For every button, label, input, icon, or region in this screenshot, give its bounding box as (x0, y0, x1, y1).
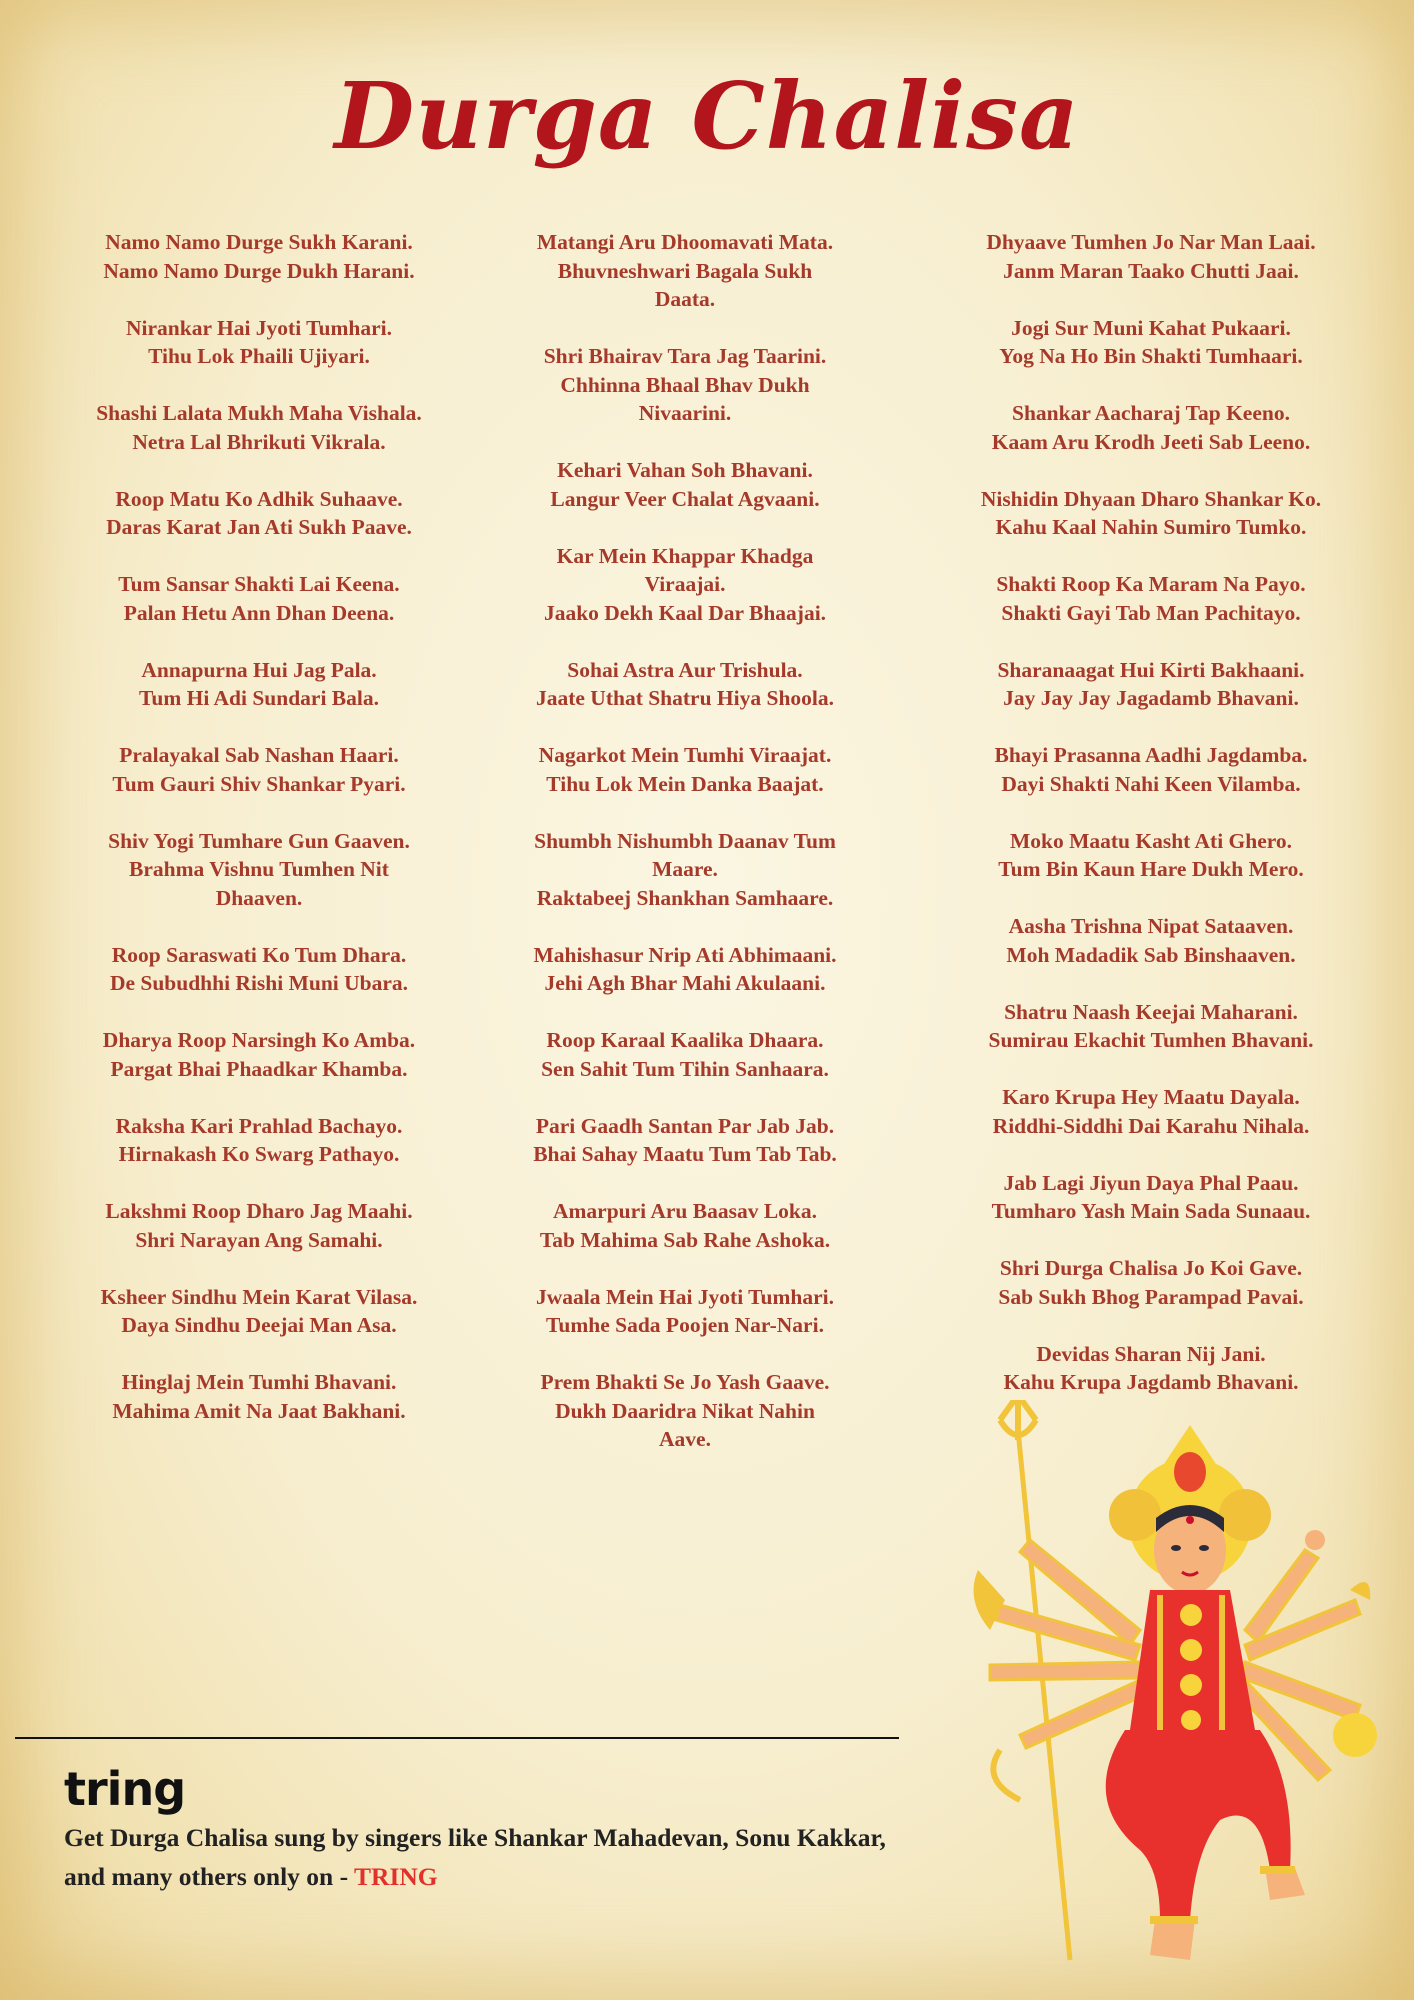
verse (936, 1083, 1366, 1140)
verse (470, 941, 900, 998)
verse-line: Lakshmi Roop Dharo Jag Maahi. (105, 1199, 413, 1223)
verse (44, 1197, 474, 1254)
verse (470, 1283, 900, 1340)
verse-line: Sab Sukh Bhog Parampad Pavai. (998, 1284, 1304, 1309)
verse-line: Tumharo Yash Main Sada Sunaau. (991, 1199, 1311, 1223)
verse-line: Langur Veer Chalat Agvaani. (550, 486, 820, 511)
verse (936, 912, 1366, 969)
verse-line: Riddhi-Siddhi Dai Karahu Nihala. (992, 1113, 1310, 1138)
verse-line: Jwaala Mein Hai Jyoti Tumhari. (535, 1284, 835, 1309)
verse-line: Roop Saraswati Ko Tum Dhara. (111, 942, 407, 967)
verse-line: Shri Durga Chalisa Jo Koi Gave. (999, 1256, 1303, 1280)
verse-line: Jay Jay Jay Jagadamb Bhavani. (1003, 686, 1299, 710)
verse (936, 741, 1366, 798)
verse-line: Jaate Uthat Shatru Hiya Shoola. (535, 686, 835, 710)
verse (470, 456, 900, 513)
verse (44, 827, 474, 913)
verse-line: Tum Bin Kaun Hare Dukh Mero. (998, 857, 1304, 881)
verse-line: Daata. (654, 287, 716, 311)
verse-column-2 (470, 228, 900, 1482)
verse-line: Jab Lagi Jiyun Daya Phal Paau. (1003, 1170, 1299, 1195)
verse (936, 827, 1366, 884)
verse (470, 741, 900, 798)
verse-line: Hinglaj Mein Tumhi Bhavani. (121, 1370, 397, 1394)
verse-line: Nivaarini. (638, 401, 732, 425)
verse (936, 485, 1366, 542)
verse-line: Jaako Dekh Kaal Dar Bhaajai. (543, 600, 827, 625)
verse-line: Jogi Sur Muni Kahat Pukaari. (1011, 315, 1291, 340)
verse-column-3 (936, 228, 1366, 1425)
verse-line: Palan Hetu Ann Dhan Deena. (123, 600, 395, 625)
verse (44, 941, 474, 998)
verse-line: De Subudhhi Rishi Muni Ubara. (109, 971, 409, 995)
verse-line: Bhayi Prasanna Aadhi Jagdamba. (994, 743, 1308, 767)
verse-line: Karo Krupa Hey Maatu Dayala. (1002, 1085, 1300, 1109)
verse (936, 1169, 1366, 1226)
verse (44, 1368, 474, 1425)
verse (470, 656, 900, 713)
verse-line: Roop Matu Ko Adhik Suhaave. (115, 486, 403, 511)
verse (470, 1026, 900, 1083)
verse (44, 656, 474, 713)
verse (44, 1283, 474, 1340)
verse-line: Shakti Roop Ka Maram Na Payo. (996, 572, 1306, 596)
verse-line: Aasha Trishna Nipat Sataaven. (1008, 914, 1294, 938)
verse (470, 342, 900, 428)
verse-line: Mahishasur Nrip Ati Abhimaani. (533, 942, 837, 967)
verse-line: Shashi Lalata Mukh Maha Vishala. (96, 401, 422, 425)
tring-link[interactable]: TRING (354, 1862, 438, 1891)
verse-line: Kar Mein Khappar Khadga (556, 543, 814, 568)
verse-line: Yog Na Ho Bin Shakti Tumhaari. (999, 344, 1303, 368)
verse-line: Ksheer Sindhu Mein Karat Vilasa. (100, 1284, 418, 1309)
verse-line: Roop Karaal Kaalika Dhaara. (546, 1028, 824, 1052)
verse-line: Mahima Amit Na Jaat Bakhani. (112, 1398, 406, 1423)
verse-line: Shakti Gayi Tab Man Pachitayo. (1001, 600, 1301, 625)
verse-line: Kahu Krupa Jagdamb Bhavani. (1003, 1370, 1299, 1394)
verse-line: Dukh Daaridra Nikat Nahin (555, 1398, 815, 1423)
verse-line: Daras Karat Jan Ati Sukh Paave. (106, 515, 412, 539)
verse-line: Matangi Aru Dhoomavati Mata. (536, 230, 834, 254)
footer-divider (15, 1737, 899, 1739)
verse (44, 741, 474, 798)
verse-line: Nishidin Dhyaan Dharo Shankar Ko. (980, 486, 1322, 511)
verse-line: Sumirau Ekachit Tumhen Bhavani. (988, 1028, 1314, 1052)
page-title: Durga Chalisa (334, 62, 1080, 170)
verse (44, 570, 474, 627)
verse-line: Dharya Roop Narsingh Ko Amba. (102, 1028, 416, 1052)
verse-line: Netra Lal Bhrikuti Vikrala. (132, 429, 386, 454)
verse-line: Amarpuri Aru Baasav Loka. (552, 1199, 817, 1223)
verse-line: Shatru Naash Keejai Maharani. (1004, 999, 1298, 1024)
verse (44, 485, 474, 542)
verse (470, 1197, 900, 1254)
verse-line: Tihu Lok Phaili Ujiyari. (148, 344, 370, 368)
verse-line: Shankar Aacharaj Tap Keeno. (1012, 401, 1290, 425)
tring-logo[interactable]: tring (64, 1762, 186, 1816)
verse (936, 399, 1366, 456)
verse-line: Sharanaagat Hui Kirti Bakhaani. (997, 657, 1305, 682)
verse (44, 1112, 474, 1169)
goddess-durga-illustration (960, 1400, 1400, 1980)
verse-line: Janm Maran Taako Chutti Jaai. (1003, 258, 1299, 283)
verse (936, 1254, 1366, 1311)
verse-line: Dayi Shakti Nahi Keen Vilamba. (1001, 771, 1301, 796)
verse-line: Jehi Agh Bhar Mahi Akulaani. (544, 971, 826, 995)
verse-line: Viraajai. (644, 572, 726, 596)
verse-line: Tab Mahima Sab Rahe Ashoka. (539, 1227, 831, 1252)
verse-line: Pralayakal Sab Nashan Haari. (119, 743, 399, 767)
verse (470, 1368, 900, 1454)
verse (470, 228, 900, 314)
verse-line: Shiv Yogi Tumhare Gun Gaaven. (108, 828, 410, 853)
verse-column-1 (44, 228, 474, 1454)
promo-sentence: Get Durga Chalisa sung by singers like Shankar Mahadevan, Sonu Kakkar, and many others only on - (64, 1823, 886, 1891)
verse-line: Pargat Bhai Phaadkar Khamba. (110, 1056, 408, 1081)
verse (936, 570, 1366, 627)
verse (936, 314, 1366, 371)
verse-line: Tum Sansar Shakti Lai Keena. (118, 572, 400, 596)
verse (936, 1340, 1366, 1397)
verse (44, 399, 474, 456)
verse-line: Shumbh Nishumbh Daanav Tum (534, 828, 836, 853)
verse-line: Nirankar Hai Jyoti Tumhari. (125, 315, 392, 340)
verse-line: Annapurna Hui Jag Pala. (141, 657, 377, 682)
verse-line: Dhaaven. (215, 885, 303, 910)
verse-line: Raktabeej Shankhan Samhaare. (536, 885, 834, 910)
verse-line: Kahu Kaal Nahin Sumiro Tumko. (995, 515, 1307, 539)
verse-line: Nagarkot Mein Tumhi Viraajat. (538, 743, 832, 767)
verse-line: Kehari Vahan Soh Bhavani. (557, 458, 813, 482)
verse-line: Tihu Lok Mein Danka Baajat. (546, 771, 824, 796)
verse-line: Tumhe Sada Poojen Nar-Nari. (546, 1313, 824, 1337)
verse (936, 998, 1366, 1055)
verse-line: Kaam Aru Krodh Jeeti Sab Leeno. (991, 429, 1311, 454)
verse (44, 228, 474, 285)
verse-line: Prem Bhakti Se Jo Yash Gaave. (540, 1370, 830, 1394)
verse-line: Tum Hi Adi Sundari Bala. (139, 686, 379, 710)
verse-line: Chhinna Bhaal Bhav Dukh (560, 372, 810, 397)
verse (44, 1026, 474, 1083)
verse-line: Sen Sahit Tum Tihin Sanhaara. (541, 1056, 829, 1081)
verse (936, 656, 1366, 713)
verse-line: Tum Gauri Shiv Shankar Pyari. (112, 771, 406, 796)
verse (936, 228, 1366, 285)
verse-line: Brahma Vishnu Tumhen Nit (129, 857, 389, 881)
verse-line: Moko Maatu Kasht Ati Ghero. (1009, 828, 1293, 853)
verse-line: Hirnakash Ko Swarg Pathayo. (118, 1142, 400, 1166)
verse-line: Devidas Sharan Nij Jani. (1036, 1341, 1266, 1366)
verse-line: Namo Namo Durge Dukh Harani. (103, 258, 415, 283)
verse-line: Namo Namo Durge Sukh Karani. (105, 230, 413, 254)
verse-line: Sohai Astra Aur Trishula. (567, 657, 803, 682)
verse-line: Moh Madadik Sab Binshaaven. (1006, 942, 1296, 967)
verse-line: Shri Bhairav Tara Jag Taarini. (543, 344, 827, 368)
verse-line: Shri Narayan Ang Samahi. (135, 1227, 383, 1252)
verse-line: Dhyaave Tumhen Jo Nar Man Laai. (986, 230, 1316, 254)
verse-line: Maare. (652, 857, 718, 881)
verse (470, 827, 900, 913)
promo-text (64, 1818, 914, 1896)
verse-line: Pari Gaadh Santan Par Jab Jab. (535, 1113, 835, 1138)
verse-line: Bhai Sahay Maatu Tum Tab Tab. (533, 1142, 837, 1166)
verse (470, 1112, 900, 1169)
verse-line: Raksha Kari Prahlad Bachayo. (115, 1113, 403, 1138)
verse-line: Aave. (659, 1427, 711, 1451)
verse-line: Bhuvneshwari Bagala Sukh (557, 258, 813, 283)
verse (44, 314, 474, 371)
verse (470, 542, 900, 628)
verse-line: Daya Sindhu Deejai Man Asa. (121, 1313, 397, 1337)
